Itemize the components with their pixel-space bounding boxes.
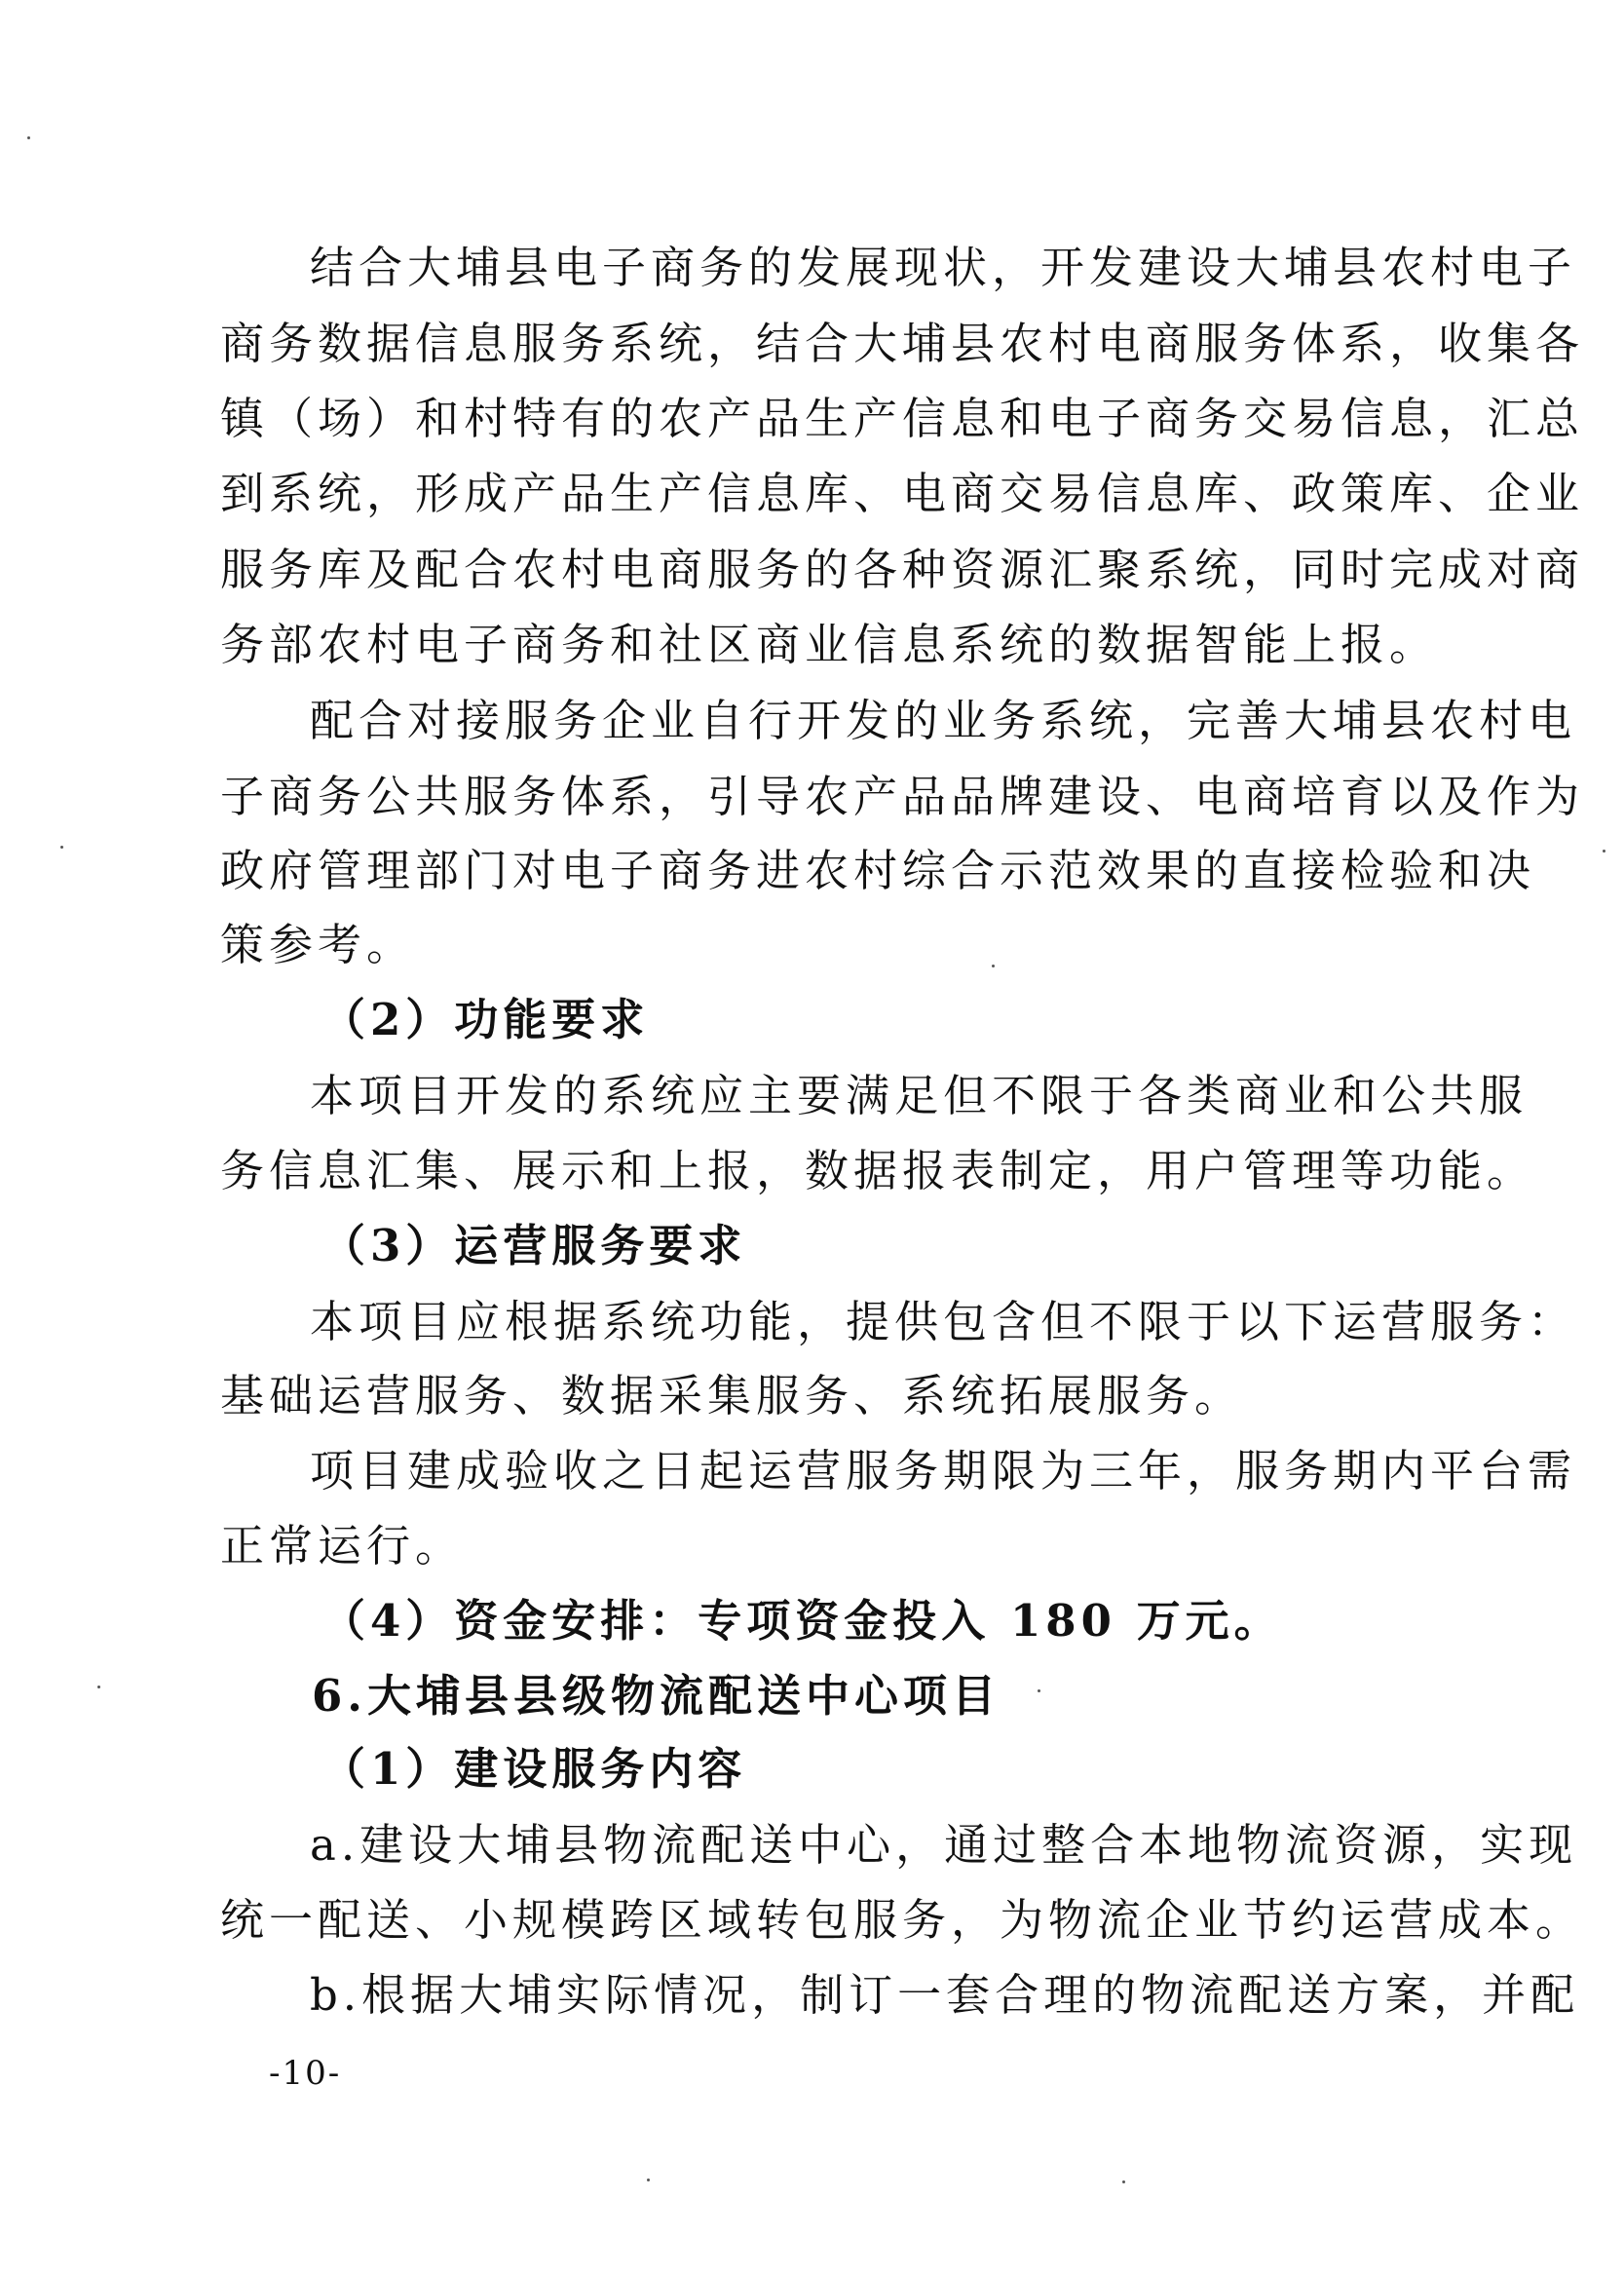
paragraph-6-line-1: a.建设大埔县物流配送中心，通过整合本地物流资源，实现	[310, 1819, 1578, 1871]
paragraph-3-line-2: 务信息汇集、展示和上报，数据报表制定，用户管理等功能。	[220, 1145, 1536, 1196]
scan-speck	[97, 1686, 100, 1688]
paragraph-3-line-1: 本项目开发的系统应主要满足但不限于各类商业和公共服	[310, 1070, 1529, 1121]
paragraph-2-line-1: 配合对接服务企业自行开发的业务系统，完善大埔县农村电	[310, 695, 1577, 746]
paragraph-2-line-4: 策参考。	[220, 919, 416, 970]
heading-project-6: 6.大埔县县级物流配送中心项目	[312, 1670, 1001, 1722]
scan-speck	[60, 846, 63, 849]
paragraph-2-line-3: 政府管理部门对电子商务进农村综合示范效果的直接检验和决	[220, 845, 1536, 896]
heading-operation-requirements: （3）运营服务要求	[321, 1220, 747, 1271]
scan-speck	[27, 136, 30, 139]
scan-speck	[992, 965, 995, 967]
paragraph-4-line-1: 本项目应根据系统功能，提供包含但不限于以下运营服务：	[310, 1296, 1577, 1347]
paragraph-7-line-1: b.根据大埔实际情况，制订一套合理的物流配送方案，并配	[310, 1969, 1580, 2021]
paragraph-6-line-2: 统一配送、小规模跨区域转包服务，为物流企业节约运营成本。	[220, 1894, 1585, 1946]
paragraph-1-line-6: 务部农村电子商务和社区商业信息系统的数据智能上报。	[220, 619, 1439, 670]
paragraph-1-line-3: 镇（场）和村特有的农产品生产信息和电子商务交易信息，汇总	[220, 393, 1585, 444]
paragraph-1-line-5: 服务库及配合农村电商服务的各种资源汇聚系统，同时完成对商	[220, 544, 1585, 595]
heading-function-requirements: （2）功能要求	[321, 994, 650, 1045]
heading-funding: （4）资金安排：专项资金投入 180 万元。	[321, 1595, 1283, 1647]
paragraph-1-line-4: 到系统，形成产品生产信息库、电商交易信息库、政策库、企业	[220, 468, 1585, 519]
paragraph-1-line-1: 结合大埔县电子商务的发展现状，开发建设大埔县农村电子	[310, 242, 1577, 293]
scan-speck	[1603, 850, 1605, 853]
paragraph-4-line-2: 基础运营服务、数据采集服务、系统拓展服务。	[220, 1370, 1244, 1421]
paragraph-5-line-1: 项目建成验收之日起运营服务期限为三年，服务期内平台需	[310, 1445, 1577, 1497]
scan-speck	[647, 2179, 650, 2181]
paragraph-2-line-2: 子商务公共服务体系，引导农产品品牌建设、电商培育以及作为	[220, 771, 1585, 822]
heading-build-service: （1）建设服务内容	[321, 1743, 747, 1795]
paragraph-1-line-2: 商务数据信息服务系统，结合大埔县农村电商服务体系，收集各	[220, 318, 1585, 369]
paragraph-5-line-2: 正常运行。	[220, 1520, 465, 1572]
scan-speck	[1038, 1689, 1040, 1692]
page-number: -10-	[269, 2054, 342, 2093]
scan-speck	[1122, 2180, 1125, 2183]
